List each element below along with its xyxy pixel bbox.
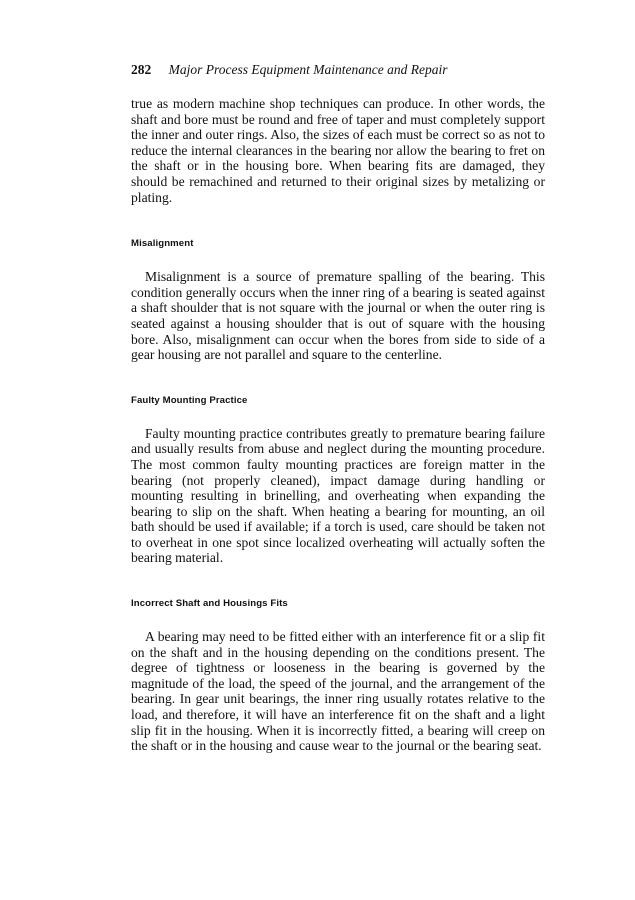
- running-title: Major Process Equipment Maintenance and Repair: [168, 62, 448, 77]
- page-body: [131, 96, 545, 754]
- running-header: [131, 62, 447, 78]
- intro-paragraph: true as modern machine shop techniques can produce. In other words, the shaft and bore must be round and free of taper and must completely support the inner and outer rings. Also, the sizes of each must be correct so as not to reduce the internal clearances in the bearing nor allow the bearing to fret on the shaft or in the housing bore. When bearing fits are damaged, they should be remachined and returned to their original sizes by metalizing or plating.: [131, 96, 545, 205]
- section-text-faulty-mounting: Faulty mounting practice contributes greatly to premature bearing failure and usually results from abuse and neglect during the mounting procedure. The most common faulty mounting practices are foreign matter in the bearing (not properly cleaned), impact damage during handling or mounting resulting in brinelling, and overheating when expanding the bearing to slip on the shaft. When heating a bearing for mounting, an oil bath should be used if available; if a torch is used, care should be taken not to overheat in one spot since localized overheating will actually soften the bearing material.: [131, 425, 545, 566]
- section-heading-misalignment: Misalignment: [131, 238, 194, 250]
- section-heading-shaft-housing-fits: Incorrect Shaft and Housings Fits: [131, 598, 288, 610]
- page-number: 282: [131, 62, 152, 77]
- section-text-shaft-housing-fits: A bearing may need to be fitted either with an interference fit or a slip fit on the shaft and in the housing depending on the conditions present. The degree of tightness or looseness in the bearing is governed by the magnitude of the load, the speed of the journal, and the arrangement of the bearing. In gear unit bearings, the inner ring usually rotates relative to the load, and therefore, it will have an interference fit on the shaft and a light slip fit in the housing. When it is incorrectly fitted, a bearing will creep on the shaft or in the housing and cause wear to the journal or the bearing seat.: [131, 629, 545, 754]
- section-heading-faulty-mounting: Faulty Mounting Practice: [131, 394, 248, 406]
- section-text-misalignment: Misalignment is a source of premature spalling of the bearing. This condition generally occurs when the inner ring of a bearing is seated against a shaft shoulder that is not square with the journal or when the outer ring is seated against a housing shoulder that is out of square with the housing bore. Also, misalignment can occur when the bores from side to side of a gear housing are not parallel and square to the centerline.: [131, 269, 545, 363]
